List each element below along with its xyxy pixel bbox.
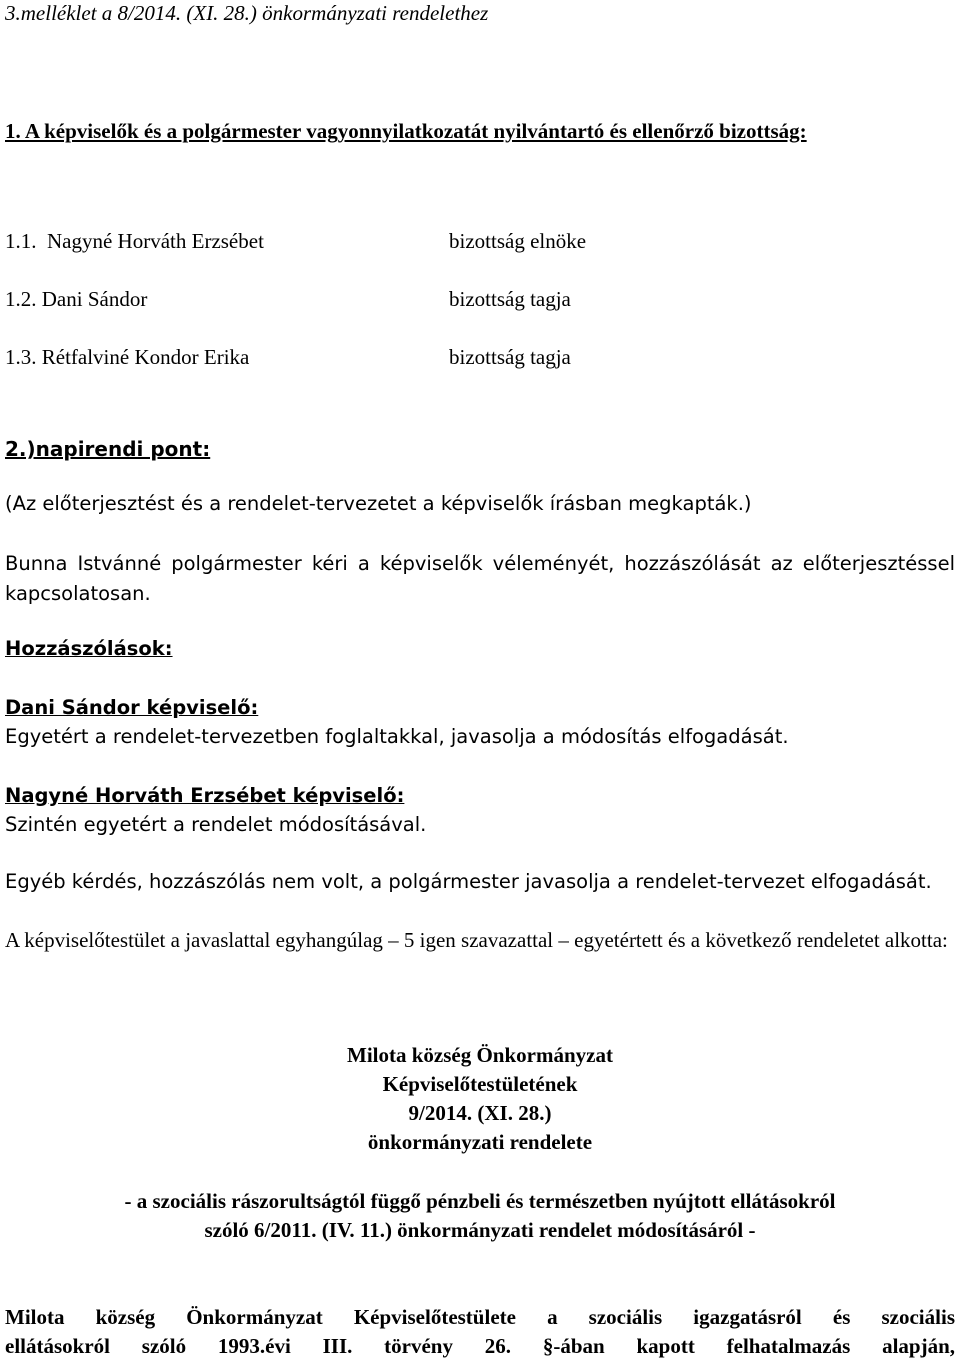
speaker2-heading: Nagyné Horváth Erzsébet képviselő: bbox=[5, 784, 405, 807]
member-role: bizottság tagja bbox=[449, 287, 571, 311]
speaker2-text: Szintén egyetért a rendelet módosításával. bbox=[5, 813, 427, 836]
comments-heading: Hozzászólások: bbox=[5, 637, 173, 660]
annex-header: 3.melléklet a 8/2014. (XI. 28.) önkormányzati rendelethez bbox=[5, 1, 489, 25]
agenda-heading: 2.)napirendi pont: bbox=[5, 437, 211, 461]
member-row bbox=[5, 229, 955, 257]
speaker1-text: Egyetért a rendelet-tervezetben foglaltakkal, javasolja a módosítás elfogadását. bbox=[5, 725, 789, 748]
member-name: 1.2. Dani Sándor bbox=[5, 287, 148, 311]
decree-subject-line: szóló 6/2011. (IV. 11.) önkormányzati rendelet módosításáról - bbox=[204, 1218, 756, 1242]
committee-title: 1. A képviselők és a polgármester vagyonnyilatkozatát nyilvántartó és ellenőrző bizottság: bbox=[5, 119, 807, 143]
agenda-note: (Az előterjesztést és a rendelet-tervezetet a képviselők írásban megkapták.) bbox=[5, 492, 752, 515]
decree-title-line: Milota község Önkormányzat bbox=[347, 1043, 613, 1067]
closing-paragraph-line: ellátásokról szóló 1993.évi III. törvény 26. §-ában kapott felhatalmazás alapján, bbox=[5, 1334, 955, 1358]
decree-title-line: Képviselőtestületének bbox=[382, 1072, 578, 1096]
speaker1-heading: Dani Sándor képviselő: bbox=[5, 696, 259, 719]
decree-title-line: 9/2014. (XI. 28.) bbox=[408, 1101, 552, 1125]
member-name: 1.1. Nagyné Horváth Erzsébet bbox=[5, 229, 264, 253]
closing-paragraph-line: Milota község Önkormányzat Képviselőtestülete a szociális igazgatásról és szociális bbox=[5, 1305, 955, 1329]
member-row bbox=[5, 345, 955, 373]
member-name: 1.3. Rétfalviné Kondor Erika bbox=[5, 345, 250, 369]
member-role: bizottság tagja bbox=[449, 345, 571, 369]
decree-title-line: önkormányzati rendelete bbox=[367, 1130, 593, 1154]
decree-subject-line: - a szociális rászorultságtól függő pénzbeli és természetben nyújtott ellátásokról bbox=[124, 1189, 836, 1213]
other-questions: Egyéb kérdés, hozzászólás nem volt, a polgármester javasolja a rendelet-tervezet elfogadását. bbox=[5, 870, 932, 893]
mayor-request: Bunna Istvánné polgármester kéri a képviselők véleményét, hozzászólását az előterjesztéssel kapcsolatosan. bbox=[5, 552, 955, 605]
member-row bbox=[5, 287, 955, 315]
vote-text: A képviselőtestület a javaslattal egyhangúlag – 5 igen szavazattal – egyetértett és a következő rendeletet alkotta: bbox=[5, 928, 948, 952]
member-role: bizottság elnöke bbox=[449, 229, 587, 253]
